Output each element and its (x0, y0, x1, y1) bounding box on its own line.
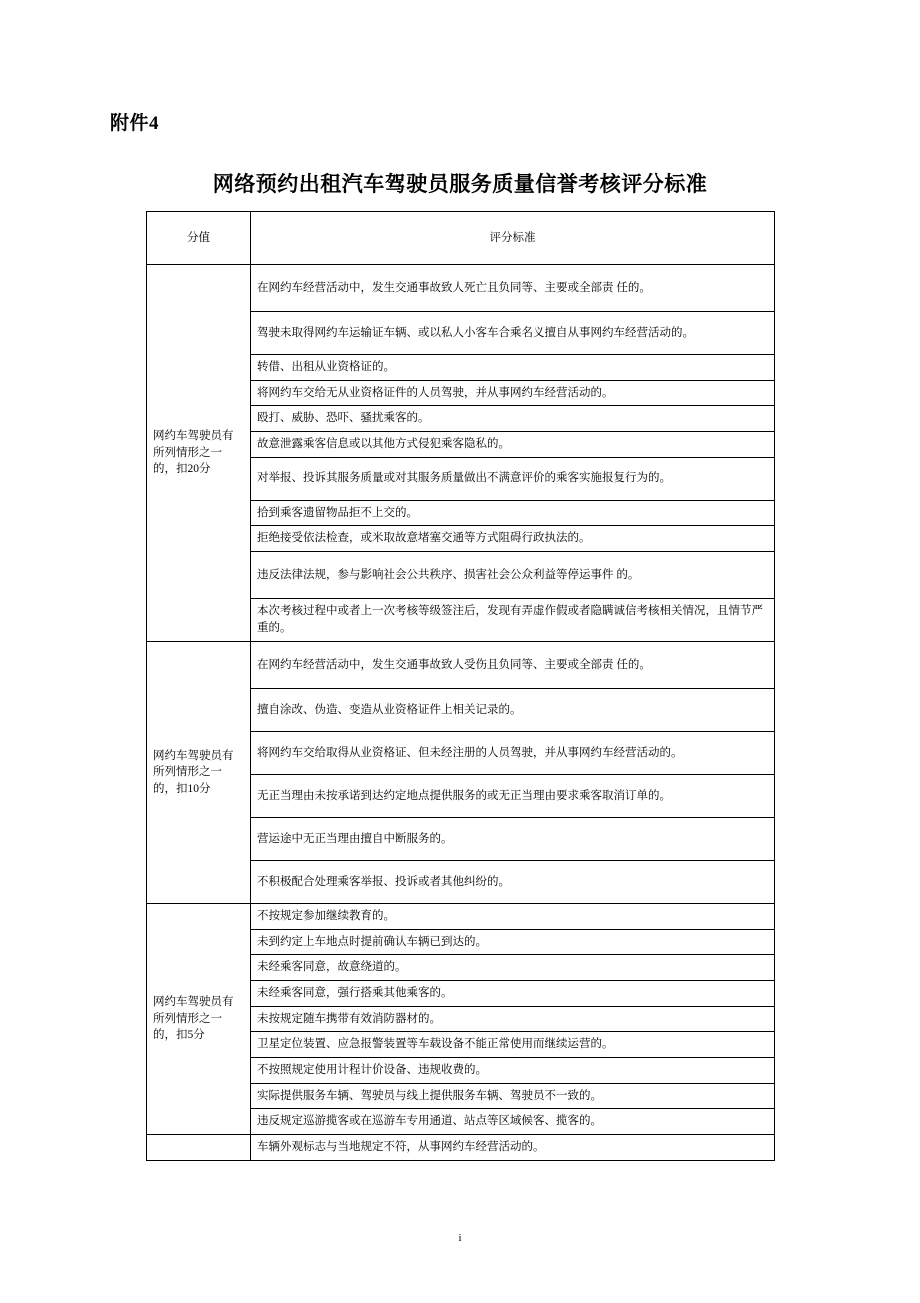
header-score: 分值 (147, 212, 251, 265)
criteria-item: 不积极配合处理乘客举报、投诉或者其他纠纷的。 (251, 861, 775, 904)
group-score-label-10: 网约车驾驶员有所列情形之一的，扣10分 (147, 642, 251, 904)
criteria-item: 不按规定参加继续教育的。 (251, 904, 775, 930)
criteria-item: 未到约定上车地点时提前确认车辆已到达的。 (251, 929, 775, 955)
table-body (147, 265, 775, 1161)
criteria-item: 驾驶未取得网约车运输证车辆、或以私人小客车合乘名义擅自从事网约车经营活动的。 (251, 312, 775, 355)
header-criteria: 评分标准 (251, 212, 775, 265)
group-score-label-20: 网约车驾驶员有所列情形之一的，扣20分 (147, 265, 251, 642)
criteria-item: 对举报、投诉其服务质量或对其服务质量做出不满意评价的乘客实施报复行为的。 (251, 457, 775, 500)
criteria-item: 拒绝接受依法检查，或米取故意堵塞交通等方式阻碍行政执法的。 (251, 526, 775, 552)
criteria-item: 营运途中无正当理由擅自中断服务的。 (251, 818, 775, 861)
criteria-item: 未经乘客同意，强行搭乘其他乘客的。 (251, 981, 775, 1007)
page-title: 网络预约出租汽车驾驶员服务质量信誉考核评分标准 (212, 172, 708, 196)
group-score-label-5: 网约车驾驶员有所列情形之一的，扣5分 (147, 904, 251, 1135)
criteria-item: 故意泄露乘客信息或以其他方式侵犯乘客隐私的。 (251, 432, 775, 458)
criteria-item: 将网约车交给无从业资格证件的人员驾驶，并从事网约车经营活动的。 (251, 380, 775, 406)
criteria-item: 车辆外观标志与当地规定不符，从事网约车经营活动的。 (251, 1135, 775, 1161)
criteria-item: 殴打、威胁、恐吓、骚扰乘客的。 (251, 406, 775, 432)
criteria-item: 将网约车交给取得从业资格证、但未经注册的人员驾驶，并从事网约车经营活动的。 (251, 732, 775, 775)
criteria-item: 转借、出租从业资格证的。 (251, 355, 775, 381)
table-header-row (147, 212, 775, 265)
criteria-item: 在网约车经营活动中，发生交通事故致人受伤且负同等、主要或全部责 任的。 (251, 642, 775, 689)
page-number: i (458, 1232, 462, 1244)
criteria-item: 未按规定随车携带有效消防器材的。 (251, 1006, 775, 1032)
criteria-item: 在网约车经营活动中，发生交通事故致人死亡且负同等、主要或全部责 任的。 (251, 265, 775, 312)
group-score-label-empty (147, 1135, 251, 1161)
table-header (147, 212, 775, 265)
criteria-item: 违反规定巡游揽客或在巡游车专用通道、站点等区域候客、揽客的。 (251, 1109, 775, 1135)
criteria-item: 拾到乘客遗留物品拒不上交的。 (251, 500, 775, 526)
criteria-item: 无正当理由未按承诺到达约定地点提供服务的或无正当理由要求乘客取消订单的。 (251, 775, 775, 818)
table-row (147, 1135, 775, 1161)
table-row (147, 265, 775, 312)
criteria-item: 实际提供服务车辆、驾驶员与线上提供服务车辆、驾驶员不一致的。 (251, 1083, 775, 1109)
criteria-item: 不按照规定使用计程计价设备、违规收费的。 (251, 1058, 775, 1084)
table-row (147, 904, 775, 930)
score-criteria-table (146, 211, 775, 1161)
criteria-item: 卫星定位装置、应急报警装置等车载设备不能正常使用而继续运营的。 (251, 1032, 775, 1058)
criteria-item: 违反法律法规，参与影响社会公共秩序、损害社会公众利益等停运事件 的。 (251, 552, 775, 599)
criteria-item: 本次考核过程中或者上一次考核等级签注后，发现有弄虚作假或者隐瞒诚信考核相关情况，且情节严重的。 (251, 599, 775, 642)
criteria-item: 未经乘客同意，故意绕道的。 (251, 955, 775, 981)
criteria-item: 擅自涂改、伪造、变造从业资格证件上相关记录的。 (251, 689, 775, 732)
table-row (147, 642, 775, 689)
attachment-label: 附件4 (110, 113, 160, 134)
